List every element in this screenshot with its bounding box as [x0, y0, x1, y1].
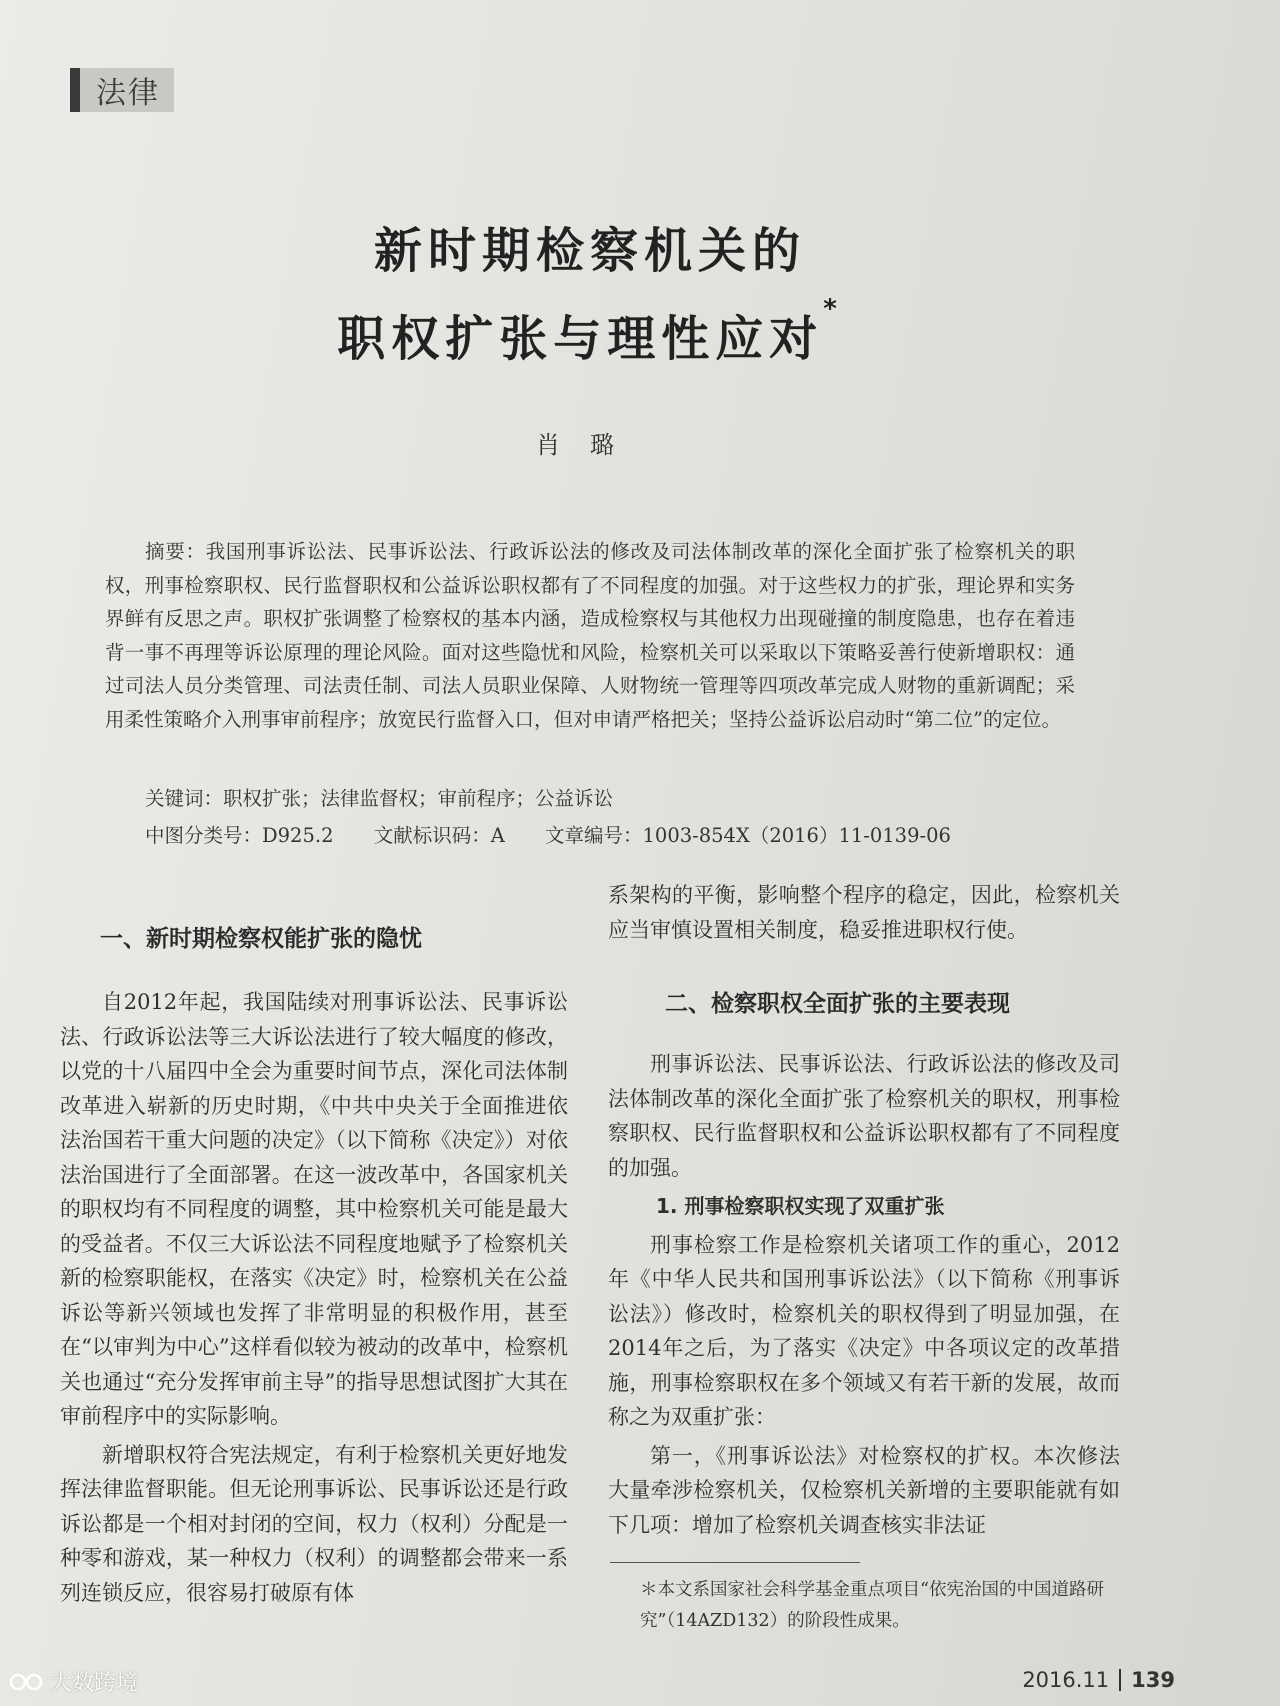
left-paragraph-2: 新增职权符合宪法规定，有利于检察机关更好地发挥法律监督职能。但无论刑事诉讼、民事诉讼还是行政诉讼都是一个相对封闭的空间，权力（权利）分配是一种零和游戏，某一种权力（权利）的调整都会带来一系列连锁反应，很容易打破原有体	[60, 1442, 568, 1605]
section-2-heading: 二、检察职权全面扩张的主要表现	[665, 991, 1010, 1017]
clc-label: 中图分类号：	[145, 824, 263, 847]
issue-date: 2016.11	[1022, 1668, 1110, 1692]
watermark-text: 大数跨境	[50, 1671, 139, 1696]
title-line-1: 新时期检察机关的	[373, 223, 806, 279]
article-number-item	[545, 824, 951, 847]
right-column-top	[608, 878, 1120, 951]
page-number: 139	[1131, 1668, 1175, 1692]
author: 肖璐	[536, 431, 644, 459]
doc-code-value: A	[490, 824, 505, 847]
abstract-label: 摘要：	[145, 540, 206, 563]
section-tag-label: 法律	[96, 76, 160, 111]
watermark-logo-icon	[10, 1670, 44, 1694]
left-column	[60, 985, 568, 1614]
section-tag-bar	[70, 68, 80, 112]
title-line-2-text: 职权扩张与理性应对	[337, 311, 824, 367]
keywords-text: 职权扩张；法律监督权；审前程序；公益诉讼	[223, 787, 614, 810]
title-footnote-mark: *	[823, 294, 843, 324]
title-line-2	[0, 294, 1180, 369]
doc-code-label: 文献标识码：	[373, 824, 491, 847]
right-paragraph-1: 刑事诉讼法、民事诉讼法、行政诉讼法的修改及司法体制改革的深化全面扩张了检察机关的职权，刑事检察职权、民行监督职权和公益诉讼职权都有了不同程度的加强。	[608, 1052, 1120, 1180]
abstract-text: 我国刑事诉讼法、民事诉讼法、行政诉讼法的修改及司法体制改革的深化全面扩张了检察机关的职权，刑事检察职权、民行监督职权和公益诉讼职权都有了不同程度的加强。对于这些权力的扩张，理论界和实务界鲜有反思之声。职权扩张调整了检察权的基本内涵，造成检察权与其他权力出现碰撞的制度隐患，也存在着违背一事不再理等诉讼原理的理论风险。面对这些隐忧和风险，检察机关可以采取以下策略妥善行使新增职权：通过司法人员分类管理、司法责任制、司法人员职业保障、人财物统一管理等四项改革完成人财物的重新调配；采用柔性策略介入刑事审前程序；放宽民行监督入口，但对申请严格把关；坚持公益诉讼启动时“第二位”的定位。	[105, 540, 1075, 731]
watermark	[10, 1666, 138, 1697]
abstract	[105, 535, 1075, 736]
right-paragraph-3: 第一，《刑事诉讼法》对检察权的扩权。本次修法大量牵涉检察机关，仅检察机关新增的主要职能就有如下几项：增加了检察机关调查核实非法证	[608, 1443, 1120, 1537]
section-1-heading: 一、新时期检察权能扩张的隐忧	[100, 926, 422, 952]
right-paragraph-continued: 系架构的平衡，影响整个程序的稳定，因此，检察机关应当审慎设置相关制度，稳妥推进职权行使。	[608, 883, 1120, 942]
footnote-rule	[610, 1562, 860, 1563]
keywords-label: 关键词：	[145, 787, 224, 810]
clc-item	[145, 824, 333, 847]
doc-code-item	[374, 824, 505, 847]
classification-line	[145, 820, 985, 848]
clc-value: D925.2	[262, 824, 334, 847]
footnote: ＊本文系国家社会科学基金重点项目“依宪治国的中国道路研究”（14AZD132）的阶段性成果。	[640, 1580, 1104, 1631]
left-paragraph-1: 自2012年起，我国陆续对刑事诉讼法、民事诉讼法、行政诉讼法等三大诉讼法进行了较大幅度的修改，以党的十八届四中全会为重要时间节点，深化司法体制改革进入崭新的历史时期，《中共中央关于全面推进依法治国若干重大问题的决定》（以下简称《决定》）对依法治国进行了全面部署。在这一波改革中，各国家机关的职权均有不同程度的调整，其中检察机关可能是最大的受益者。不仅三大诉讼法不同程度地赋予了检察机关新的检察职能权，在落实《决定》时，检察机关在公益诉讼等新兴领域也发挥了非常明显的积极作用，甚至在“以审判为中心”这样看似较为被动的改革中，检察机关也通过“充分发挥审前主导”的指导思想试图扩大其在审前程序中的实际影响。	[60, 990, 568, 1428]
keywords	[145, 783, 613, 811]
footer-separator	[1119, 1669, 1121, 1691]
article-number-value: 1003-854X（2016）11-0139-06	[642, 824, 951, 847]
page-footer	[1022, 1668, 1175, 1692]
right-column	[608, 1047, 1120, 1546]
subsection-1-heading: 1. 刑事检察职权实现了双重扩张	[656, 1194, 945, 1218]
right-paragraph-2: 刑事检察工作是检察机关诸项工作的重心，2012年《中华人民共和国刑事诉讼法》（以下简称《刑事诉讼法》）修改时，检察机关的职权得到了明显加强，在2014年之后，为了落实《决定》中各项议定的改革措施，刑事检察职权在多个领域又有若干新的发展，故而称之为双重扩张：	[608, 1232, 1120, 1429]
section-tag	[70, 68, 174, 112]
article-number-label: 文章编号：	[545, 824, 643, 847]
